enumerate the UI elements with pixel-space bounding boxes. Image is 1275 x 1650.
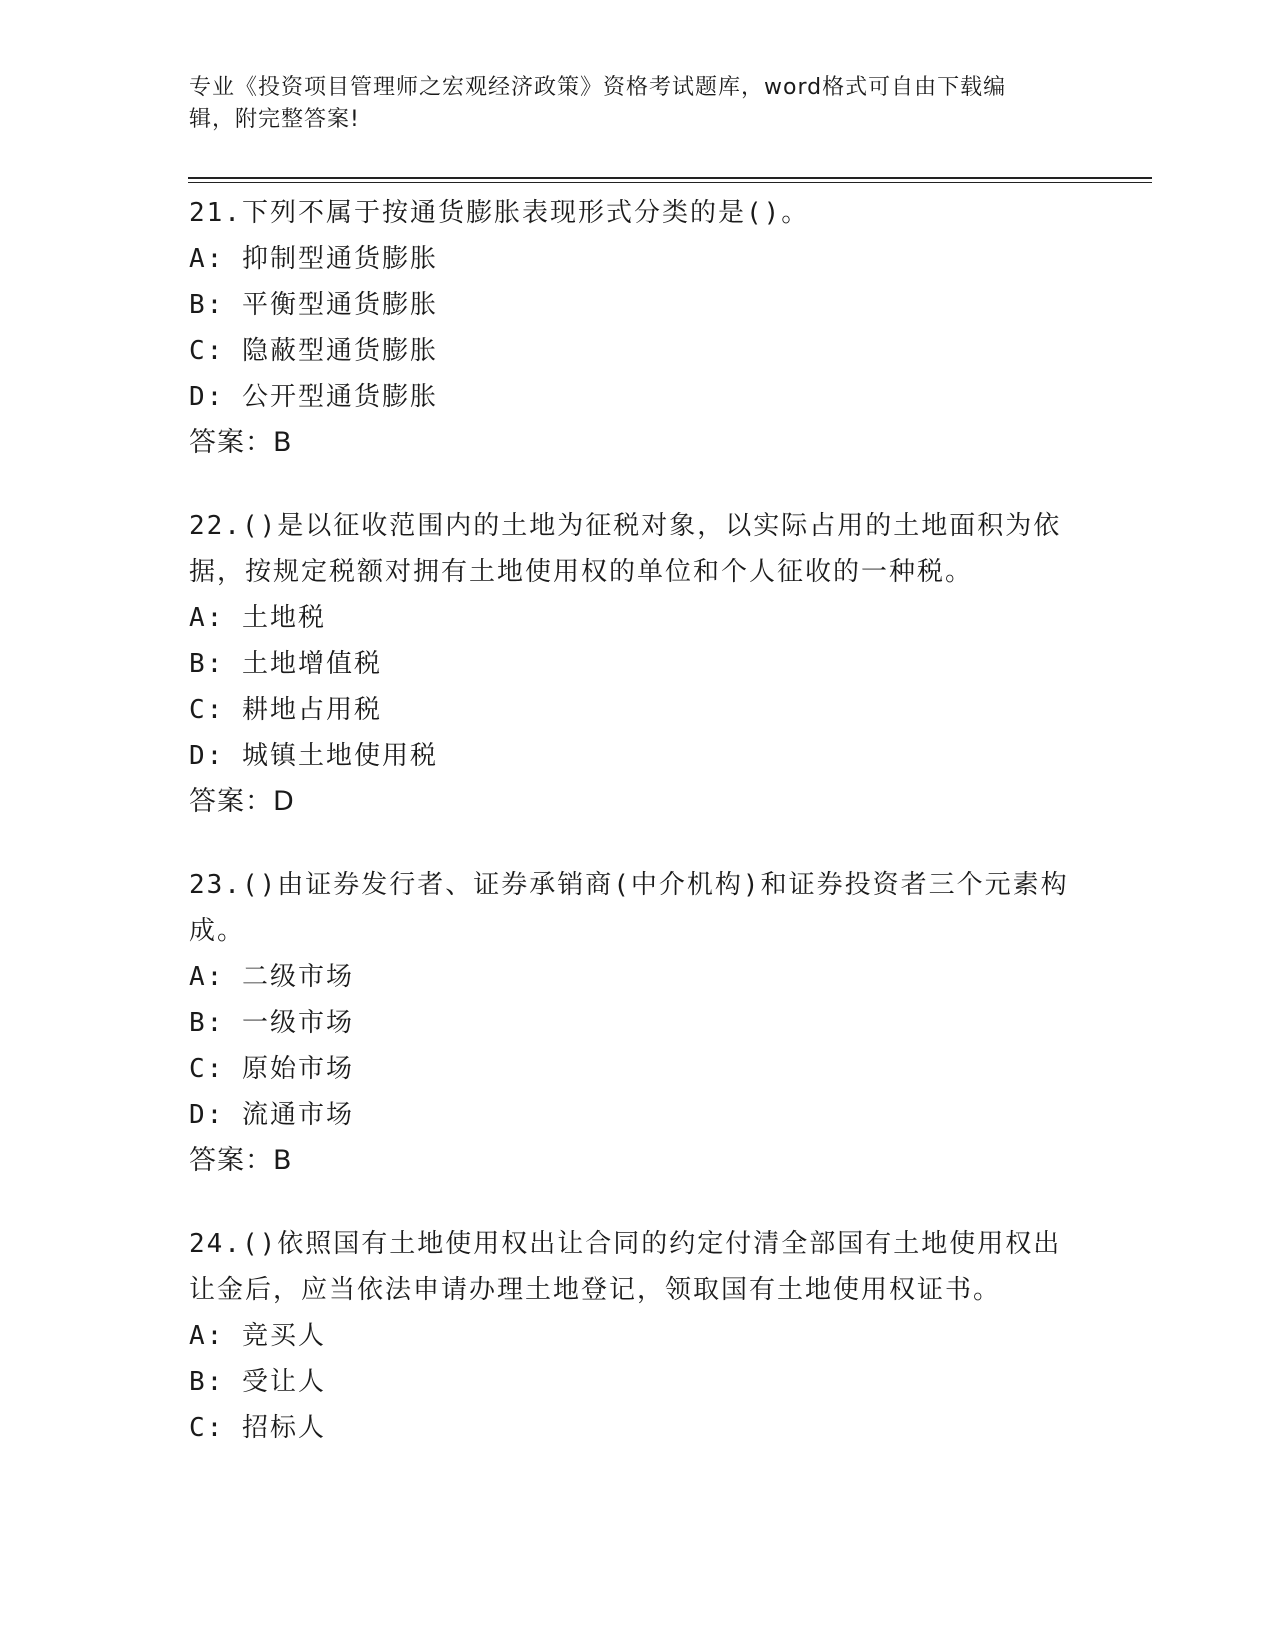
option-d: D: 公开型通货膨胀 xyxy=(189,382,438,412)
answer: 答案：B xyxy=(189,427,293,458)
question-stem-line-2: 成。 xyxy=(189,916,246,946)
question-stem-line-1: 24.()依照国有土地使用权出让合同的约定付清全部国有土地使用权出 xyxy=(189,1229,1062,1259)
answer: 答案：B xyxy=(189,1145,293,1176)
header-divider-thin xyxy=(188,182,1152,183)
question-21 xyxy=(189,190,1089,466)
question-stem-line-2: 让金后，应当依法申请办理土地登记，领取国有土地使用权证书。 xyxy=(189,1275,1002,1305)
option-c: C: 招标人 xyxy=(189,1413,326,1443)
header-divider-thick xyxy=(188,177,1152,179)
option-a: A: 二级市场 xyxy=(189,962,354,992)
question-list xyxy=(189,190,1089,1488)
question-24 xyxy=(189,1221,1089,1451)
option-d: D: 城镇土地使用税 xyxy=(189,741,438,771)
question-stem-line-2: 据，按规定税额对拥有土地使用权的单位和个人征收的一种税。 xyxy=(189,557,974,587)
question-22 xyxy=(189,503,1089,825)
option-a: A: 抑制型通货膨胀 xyxy=(189,244,438,274)
option-d: D: 流通市场 xyxy=(189,1100,354,1130)
question-stem-line-1: 22.()是以征收范围内的土地为征税对象，以实际占用的土地面积为依 xyxy=(189,511,1062,541)
option-c: C: 原始市场 xyxy=(189,1054,354,1084)
header-line-1: 专业《投资项目管理师之宏观经济政策》资格考试题库，word格式可自由下载编 xyxy=(189,75,1007,100)
question-stem: 21.下列不属于按通货膨胀表现形式分类的是()。 xyxy=(189,198,810,228)
option-b: B: 受让人 xyxy=(189,1367,326,1397)
option-a: A: 土地税 xyxy=(189,603,326,633)
option-b: B: 平衡型通货膨胀 xyxy=(189,290,438,320)
answer: 答案：D xyxy=(189,786,295,817)
document-header xyxy=(189,72,1079,136)
option-a: A: 竞买人 xyxy=(189,1321,326,1351)
header-line-2: 辑，附完整答案! xyxy=(189,107,360,132)
option-c: C: 隐蔽型通货膨胀 xyxy=(189,336,438,366)
question-23 xyxy=(189,862,1089,1184)
option-c: C: 耕地占用税 xyxy=(189,695,382,725)
question-stem-line-1: 23.()由证券发行者、证券承销商(中介机构)和证券投资者三个元素构 xyxy=(189,870,1069,900)
option-b: B: 一级市场 xyxy=(189,1008,354,1038)
option-b: B: 土地增值税 xyxy=(189,649,382,679)
